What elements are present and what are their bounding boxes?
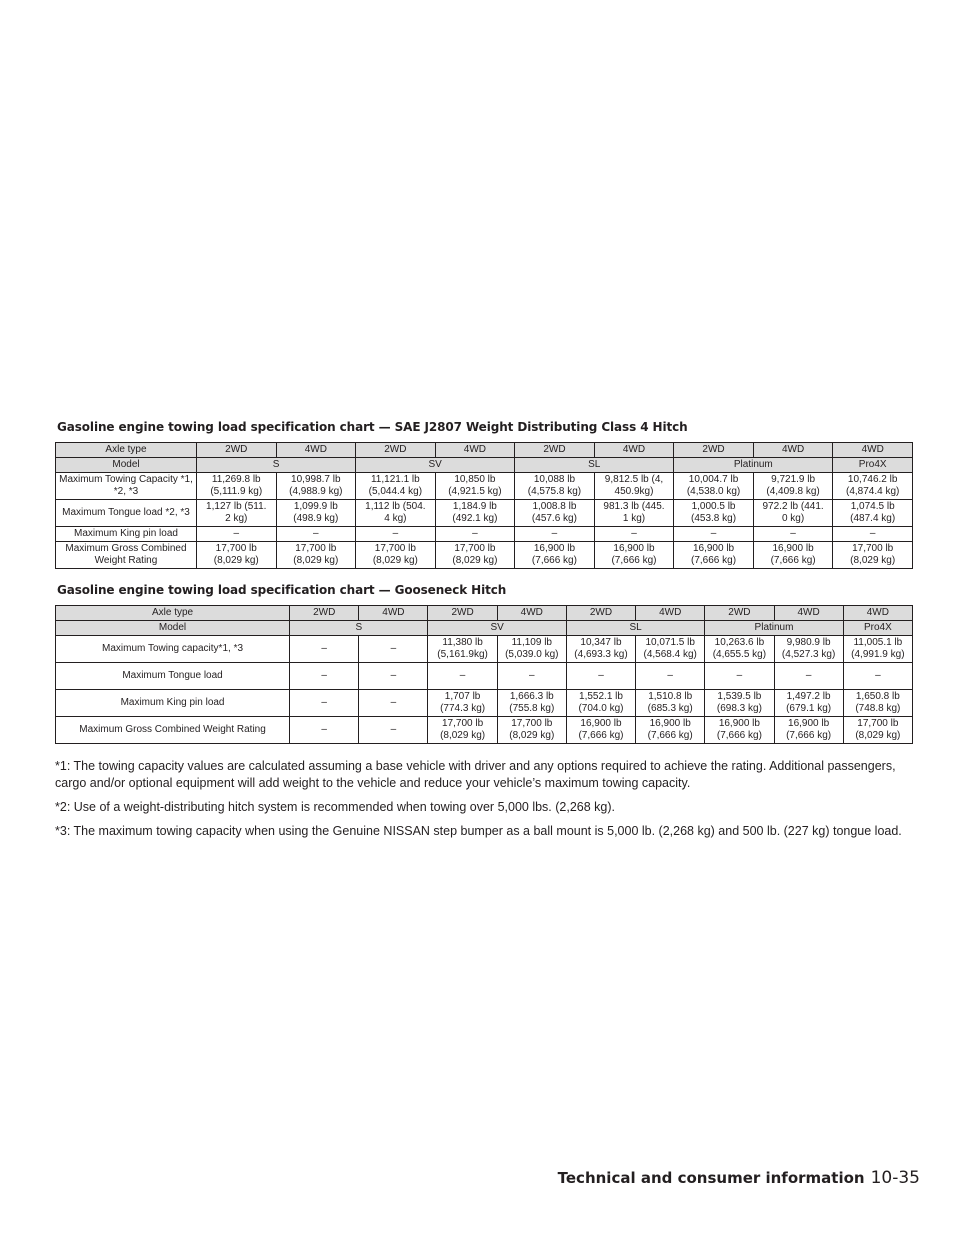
axle-cell: 2WD bbox=[428, 606, 497, 621]
model-cell: S bbox=[196, 458, 355, 473]
page-content bbox=[55, 420, 915, 847]
value-line: 16,900 lb bbox=[788, 718, 830, 729]
value-cell bbox=[497, 636, 566, 663]
note-3: *3: The maximum towing capacity when using the Genuine NISSAN step bumper as a ball mount is 5,000 lb. (2,268 kg) and 500 lb. (227 kg) tongue load. bbox=[55, 824, 902, 838]
value-line: 2 kg) bbox=[225, 513, 248, 524]
value-line: 17,700 lb bbox=[215, 543, 257, 554]
note-1: *1: The towing capacity values are calculated assuming a base vehicle with driver and any options required to achieve the rating. Additional passengers, cargo and/or optional equipment will add weight to the vehicle and reduce your vehicle’s maximum towing capacity. bbox=[55, 759, 896, 790]
value-line: 1,650.8 lb bbox=[855, 691, 900, 702]
chart1-title: Gasoline engine towing load specification chart — SAE J2807 Weight Distributing Class 4 Hitch bbox=[57, 420, 688, 434]
model-label: Model bbox=[56, 621, 290, 636]
value-line: (4,693.3 kg) bbox=[574, 649, 628, 660]
model-cell: SV bbox=[356, 458, 515, 473]
value-line: – bbox=[321, 697, 327, 708]
page-number: 10-35 bbox=[870, 1168, 920, 1188]
value-cell bbox=[435, 500, 515, 527]
value-cell bbox=[497, 717, 566, 744]
value-cell bbox=[753, 527, 833, 542]
value-line: 1,127 lb (511. bbox=[206, 501, 267, 512]
value-line: 11,380 lb bbox=[442, 637, 483, 648]
value-line: 10,263.6 lb bbox=[714, 637, 765, 648]
table-row bbox=[56, 717, 913, 744]
value-line: 1,184.9 lb bbox=[452, 501, 497, 512]
value-line: 11,109 lb bbox=[511, 637, 552, 648]
value-line: (4,655.5 kg) bbox=[712, 649, 767, 660]
axle-cell: 4WD bbox=[435, 443, 515, 458]
value-line: 1 kg) bbox=[622, 513, 646, 524]
value-line: 16,900 lb bbox=[649, 718, 691, 729]
value-cell bbox=[290, 663, 359, 690]
value-line: 1,074.5 lb bbox=[850, 501, 895, 512]
value-line: (453.8 kg) bbox=[691, 513, 737, 524]
value-cell bbox=[359, 717, 428, 744]
value-cell bbox=[705, 717, 774, 744]
value-line: 1,000.5 lb bbox=[691, 501, 736, 512]
axle-cell: 4WD bbox=[753, 443, 833, 458]
value-line: – bbox=[875, 670, 881, 681]
value-cell bbox=[753, 473, 833, 500]
value-line: (492.1 kg) bbox=[452, 513, 498, 524]
value-line: 16,900 lb bbox=[692, 543, 735, 554]
value-line: (679.1 kg) bbox=[786, 703, 832, 714]
value-line: – bbox=[631, 528, 637, 539]
value-cell bbox=[359, 636, 428, 663]
value-line: – bbox=[321, 670, 327, 681]
value-line: 16,900 lb bbox=[580, 718, 622, 729]
model-cell: Pro4X bbox=[833, 458, 913, 473]
value-line: 11,005.1 lb bbox=[853, 637, 903, 648]
value-line: (4,575.8 kg) bbox=[527, 486, 582, 497]
value-cell bbox=[276, 527, 356, 542]
value-line: 16,900 lb bbox=[533, 543, 576, 554]
value-line: 17,700 lb bbox=[852, 543, 894, 554]
value-line: 972.2 lb (441. bbox=[762, 501, 824, 512]
axle-cell: 2WD bbox=[290, 606, 359, 621]
page-footer bbox=[496, 1168, 920, 1188]
value-line: – bbox=[551, 528, 558, 539]
axle-cell: 2WD bbox=[196, 443, 276, 458]
value-line: 10,347 lb bbox=[580, 637, 622, 648]
value-cell bbox=[594, 542, 674, 569]
value-cell bbox=[636, 636, 705, 663]
value-line: 9,721.9 lb bbox=[771, 474, 816, 485]
value-line: – bbox=[313, 528, 319, 539]
value-line: 981.3 lb (445. bbox=[603, 501, 665, 512]
value-line: (8,029 kg) bbox=[213, 555, 259, 566]
value-line: 10,088 lb bbox=[533, 474, 576, 485]
value-line: (7,666 kg) bbox=[578, 730, 624, 741]
value-cell bbox=[566, 636, 635, 663]
value-line: (7,666 kg) bbox=[611, 555, 657, 566]
axle-cell: 2WD bbox=[515, 443, 595, 458]
table-row bbox=[56, 690, 913, 717]
value-line: (5,039.0 kg) bbox=[505, 649, 559, 660]
value-cell bbox=[497, 663, 566, 690]
value-line: (5,161.9kg) bbox=[437, 649, 488, 660]
value-line: 11,121.1 lb bbox=[370, 474, 420, 485]
chart2-title: Gasoline engine towing load specification chart — Gooseneck Hitch bbox=[57, 583, 507, 597]
value-line: – bbox=[598, 670, 604, 681]
value-cell bbox=[497, 690, 566, 717]
value-line: 16,900 lb bbox=[718, 718, 760, 729]
model-cell: Platinum bbox=[705, 621, 843, 636]
axle-label: Axle type bbox=[56, 606, 290, 621]
value-cell bbox=[774, 663, 843, 690]
model-cell: Platinum bbox=[674, 458, 833, 473]
value-cell bbox=[356, 473, 436, 500]
row-label: Maximum King pin load bbox=[56, 527, 197, 542]
value-line: (8,029 kg) bbox=[452, 555, 498, 566]
value-line: – bbox=[459, 670, 466, 681]
value-line: (685.3 kg) bbox=[647, 703, 693, 714]
value-cell bbox=[674, 542, 754, 569]
value-cell bbox=[515, 500, 595, 527]
value-cell bbox=[594, 473, 674, 500]
value-line: 1,008.8 lb bbox=[532, 501, 577, 512]
value-cell bbox=[774, 636, 843, 663]
value-line: – bbox=[869, 528, 876, 539]
axle-cell: 2WD bbox=[705, 606, 774, 621]
value-cell bbox=[636, 717, 705, 744]
value-cell bbox=[705, 690, 774, 717]
value-cell bbox=[753, 500, 833, 527]
value-line: 1,099.9 lb bbox=[293, 501, 338, 512]
value-line: 450.9kg) bbox=[614, 486, 654, 497]
value-cell bbox=[359, 663, 428, 690]
value-cell bbox=[843, 690, 912, 717]
value-cell bbox=[428, 636, 497, 663]
value-cell bbox=[833, 500, 913, 527]
row-label: Maximum Tongue load *2, *3 bbox=[56, 500, 197, 527]
value-cell bbox=[435, 542, 515, 569]
value-cell bbox=[636, 690, 705, 717]
row-label: Maximum Tongue load bbox=[56, 663, 290, 690]
axle-cell: 4WD bbox=[359, 606, 428, 621]
value-line: – bbox=[390, 643, 397, 654]
value-line: (4,409.8 kg) bbox=[766, 486, 820, 497]
value-line: 1,539.5 lb bbox=[717, 691, 762, 702]
value-line: 1,707 lb bbox=[444, 691, 481, 702]
model-cell: Pro4X bbox=[843, 621, 912, 636]
model-label: Model bbox=[56, 458, 197, 473]
value-cell bbox=[594, 500, 674, 527]
value-cell bbox=[196, 527, 276, 542]
value-line: – bbox=[390, 697, 397, 708]
value-line: 1,666.3 lb bbox=[509, 691, 554, 702]
value-line: 1,510.8 lb bbox=[648, 691, 693, 702]
table-row bbox=[56, 473, 913, 500]
value-line: – bbox=[233, 528, 240, 539]
value-line: 17,700 lb bbox=[442, 718, 484, 729]
value-line: (4,991.9 kg) bbox=[851, 649, 905, 660]
value-cell bbox=[753, 542, 833, 569]
value-cell bbox=[636, 663, 705, 690]
row-label: Maximum Gross Combined Weight Rating bbox=[56, 542, 197, 569]
value-cell bbox=[196, 542, 276, 569]
value-line: – bbox=[472, 528, 478, 539]
value-line: 1,112 lb (504. bbox=[365, 501, 426, 512]
value-line: 10,004.7 lb bbox=[688, 474, 739, 485]
value-line: 9,980.9 lb bbox=[786, 637, 831, 648]
value-line: 1,552.1 lb bbox=[579, 691, 623, 702]
value-cell bbox=[290, 717, 359, 744]
axle-cell: 2WD bbox=[674, 443, 754, 458]
model-cell: SL bbox=[566, 621, 704, 636]
value-cell bbox=[833, 473, 913, 500]
value-line: 1,497.2 lb bbox=[786, 691, 831, 702]
value-line: (4,538.0 kg) bbox=[686, 486, 741, 497]
value-line: – bbox=[529, 670, 535, 681]
model-cell: SL bbox=[515, 458, 674, 473]
value-line: (8,029 kg) bbox=[293, 555, 339, 566]
value-line: 17,700 lb bbox=[511, 718, 553, 729]
value-cell bbox=[566, 690, 635, 717]
value-line: (498.9 kg) bbox=[293, 513, 339, 524]
row-label: Maximum Gross Combined Weight Rating bbox=[56, 717, 290, 744]
value-cell bbox=[290, 690, 359, 717]
axle-row bbox=[56, 443, 913, 458]
value-line: – bbox=[392, 528, 399, 539]
value-line: (8,029 kg) bbox=[509, 730, 555, 741]
value-cell bbox=[356, 527, 436, 542]
axle-cell: 4WD bbox=[774, 606, 843, 621]
value-cell bbox=[843, 663, 912, 690]
axle-cell: 2WD bbox=[566, 606, 635, 621]
table-row bbox=[56, 636, 913, 663]
value-cell bbox=[774, 717, 843, 744]
value-cell bbox=[515, 473, 595, 500]
value-cell bbox=[594, 527, 674, 542]
value-line: (487.4 kg) bbox=[850, 513, 896, 524]
value-line: 17,700 lb bbox=[857, 718, 899, 729]
value-line: – bbox=[710, 528, 717, 539]
value-line: 0 kg) bbox=[781, 513, 805, 524]
value-line: (7,666 kg) bbox=[770, 555, 816, 566]
value-line: – bbox=[390, 670, 397, 681]
value-cell bbox=[843, 636, 912, 663]
axle-cell: 2WD bbox=[356, 443, 436, 458]
value-cell bbox=[705, 636, 774, 663]
value-cell bbox=[833, 542, 913, 569]
value-cell bbox=[359, 690, 428, 717]
value-line: 10,746.2 lb bbox=[847, 474, 898, 485]
value-line: (4,988.9 kg) bbox=[289, 486, 343, 497]
value-line: (8,029 kg) bbox=[855, 730, 901, 741]
value-line: (774.3 kg) bbox=[440, 703, 486, 714]
footer-section-title: Technical and consumer information bbox=[557, 1169, 865, 1187]
value-line: 4 kg) bbox=[384, 513, 407, 524]
value-line: (755.8 kg) bbox=[509, 703, 555, 714]
value-cell bbox=[833, 527, 913, 542]
table-row bbox=[56, 527, 913, 542]
model-cell: SV bbox=[428, 621, 566, 636]
value-line: (7,666 kg) bbox=[716, 730, 762, 741]
value-line: – bbox=[736, 670, 743, 681]
axle-row bbox=[56, 606, 913, 621]
value-cell bbox=[435, 527, 515, 542]
axle-cell: 4WD bbox=[636, 606, 705, 621]
value-cell bbox=[674, 500, 754, 527]
value-cell bbox=[843, 717, 912, 744]
value-line: 10,850 lb bbox=[454, 474, 496, 485]
value-line: (7,666 kg) bbox=[647, 730, 693, 741]
value-cell bbox=[356, 542, 436, 569]
value-cell bbox=[196, 473, 276, 500]
value-cell bbox=[276, 473, 356, 500]
chart1-table bbox=[55, 442, 913, 569]
model-cell: S bbox=[290, 621, 428, 636]
value-cell bbox=[774, 690, 843, 717]
value-line: 11,269.8 lb bbox=[211, 474, 261, 485]
table-row bbox=[56, 500, 913, 527]
value-line: (704.0 kg) bbox=[578, 703, 624, 714]
value-cell bbox=[428, 663, 497, 690]
value-line: 16,900 lb bbox=[613, 543, 655, 554]
value-line: (8,029 kg) bbox=[850, 555, 896, 566]
table-row bbox=[56, 663, 913, 690]
value-cell bbox=[196, 500, 276, 527]
value-line: (698.3 kg) bbox=[716, 703, 762, 714]
value-line: (7,666 kg) bbox=[531, 555, 577, 566]
value-line: 17,700 lb bbox=[454, 543, 496, 554]
row-label: Maximum Towing Capacity *1, *2, *3 bbox=[56, 473, 197, 500]
value-cell bbox=[566, 717, 635, 744]
axle-cell: 4WD bbox=[833, 443, 913, 458]
value-line: (8,029 kg) bbox=[372, 555, 418, 566]
value-cell bbox=[566, 663, 635, 690]
value-line: 10,998.7 lb bbox=[291, 474, 341, 485]
value-cell bbox=[515, 527, 595, 542]
value-line: – bbox=[667, 670, 673, 681]
value-cell bbox=[290, 636, 359, 663]
axle-cell: 4WD bbox=[594, 443, 674, 458]
value-line: (748.8 kg) bbox=[855, 703, 901, 714]
value-line: – bbox=[390, 724, 397, 735]
value-line: (8,029 kg) bbox=[440, 730, 486, 741]
table-row bbox=[56, 542, 913, 569]
value-line: (4,874.4 kg) bbox=[845, 486, 900, 497]
value-cell bbox=[515, 542, 595, 569]
axle-cell: 4WD bbox=[843, 606, 912, 621]
note-2: *2: Use of a weight-distributing hitch system is recommended when towing over 5,000 lbs. (2,268 kg). bbox=[55, 800, 615, 814]
value-line: – bbox=[790, 528, 796, 539]
model-row bbox=[56, 458, 913, 473]
value-line: 16,900 lb bbox=[772, 543, 814, 554]
value-line: (5,111.9 kg) bbox=[210, 486, 263, 497]
value-line: 17,700 lb bbox=[295, 543, 337, 554]
axle-label: Axle type bbox=[56, 443, 197, 458]
axle-cell: 4WD bbox=[497, 606, 566, 621]
value-line: – bbox=[321, 724, 327, 735]
model-row bbox=[56, 621, 913, 636]
value-cell bbox=[674, 527, 754, 542]
value-line: (5,044.4 kg) bbox=[368, 486, 423, 497]
value-line: – bbox=[321, 643, 327, 654]
value-line: (4,921.5 kg) bbox=[448, 486, 502, 497]
value-line: (457.6 kg) bbox=[531, 513, 577, 524]
row-label: Maximum Towing capacity*1, *3 bbox=[56, 636, 290, 663]
value-cell bbox=[435, 473, 515, 500]
value-line: 17,700 lb bbox=[374, 543, 416, 554]
value-line: 9,812.5 lb (4, bbox=[604, 474, 664, 485]
row-label: Maximum King pin load bbox=[56, 690, 290, 717]
value-line: (7,666 kg) bbox=[691, 555, 737, 566]
value-cell bbox=[356, 500, 436, 527]
value-line: (4,568.4 kg) bbox=[643, 649, 697, 660]
value-cell bbox=[276, 542, 356, 569]
value-cell bbox=[276, 500, 356, 527]
value-cell bbox=[674, 473, 754, 500]
axle-cell: 4WD bbox=[276, 443, 356, 458]
value-cell bbox=[428, 690, 497, 717]
value-line: 10,071.5 lb bbox=[645, 637, 695, 648]
value-cell bbox=[705, 663, 774, 690]
chart2-table bbox=[55, 605, 913, 744]
value-line: (7,666 kg) bbox=[786, 730, 832, 741]
value-line: – bbox=[805, 670, 812, 681]
value-line: (4,527.3 kg) bbox=[781, 649, 836, 660]
value-cell bbox=[428, 717, 497, 744]
